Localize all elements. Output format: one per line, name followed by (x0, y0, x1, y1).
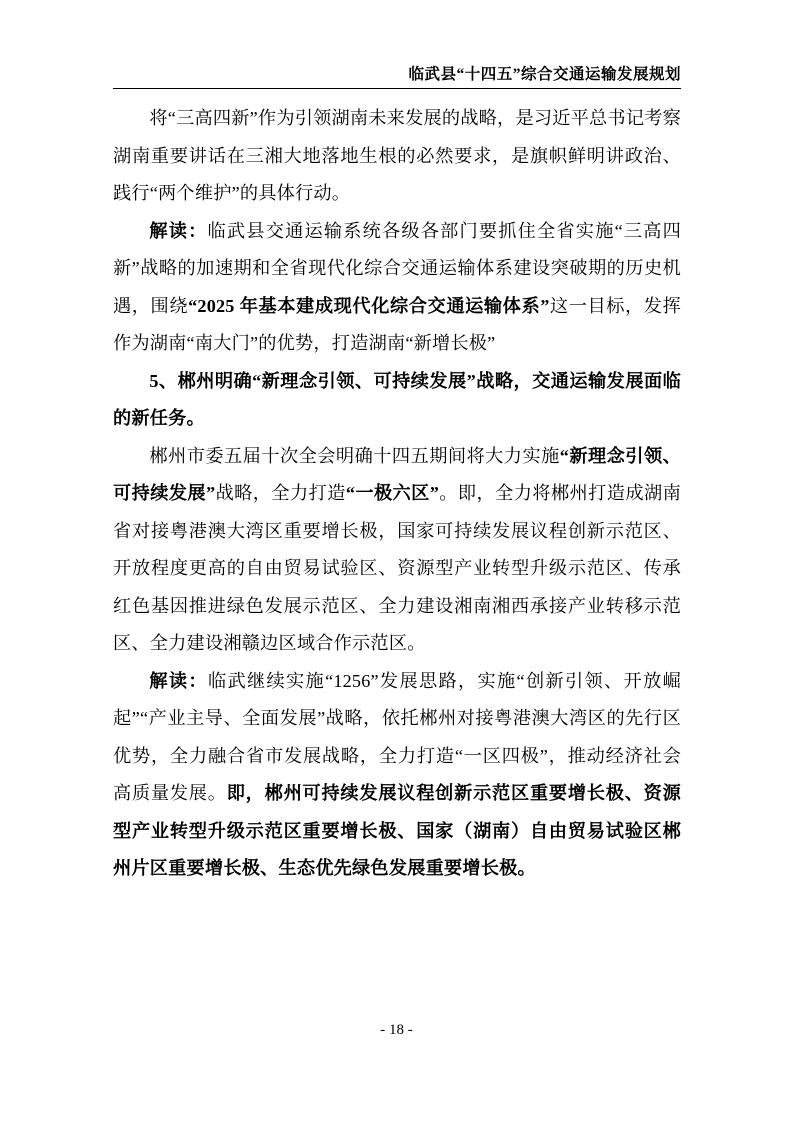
paragraph-2 (113, 213, 681, 363)
section-heading-5 (113, 363, 681, 438)
paragraph-2-text-a: 临武县交通运输系统各级各部门要抓住全省实施“三高四新”战略的加速期和全省现代化综合交通运输体系建设突破期的历史机遇，围绕 (113, 220, 681, 316)
page-header: 临武县“十四五”综合交通运输发展规划 (408, 66, 681, 83)
paragraph-5-text-a: 临武继续实施“1256”发展思路，实施“创新引领、开放崛起”“产业主导、全面发展”战略，依托郴州对接粤港澳大湾区的先行区优势，全力融合省市发展战略，全力打造“一区四极”，推动经济社会高质量发展。 (113, 670, 681, 803)
paragraph-2-emphasis: “2025 年基本建成现代化综合交通运输体系” (188, 295, 550, 316)
paragraph-4-emphasis-b: “一极六区” (345, 483, 440, 503)
paragraph-4-text-a: 郴州市委五届十次全会明确十四五期间将大力实施 (149, 445, 560, 466)
paragraph-4-text-c: 。即，全力将郴州打造成湖南省对接粤港澳大湾区重要增长极，国家可持续发展议程创新示范区、开放程度更高的自由贸易试验区、资源型产业转型升级示范区、传承红色基因推进绿色发展示范区、全力建设湘南湘西承接产业转移示范区、全力建设湘赣边区域合作示范区。 (113, 483, 681, 653)
header-divider (113, 88, 681, 89)
interpretation-label-2: 解读： (149, 670, 208, 691)
paragraph-5-emphasis: 即，郴州可持续发展议程创新示范区重要增长极、资源型产业转型升级示范区重要增长极、国家（湖南）自由贸易试验区郴州片区重要增长极、生态优先绿色发展重要增长极。 (113, 783, 681, 878)
paragraph-1-text: 将“三高四新”作为引领湖南未来发展的战略，是习近平总书记考察湖南重要讲话在三湘大地落地生根的必然要求，是旗帜鲜明讲政治、践行“两个维护”的具体行动。 (113, 108, 681, 203)
paragraph-1 (113, 100, 681, 213)
paragraph-2-text-b: 这一目标，发挥作为湖南“南大门”的优势，打造湖南“新增长极” (113, 295, 681, 353)
paragraph-4-text-b: 战略，全力打造 (215, 483, 346, 503)
paragraph-4 (113, 438, 681, 663)
page-footer: - 18 - (380, 1022, 413, 1038)
page-content (113, 100, 681, 888)
interpretation-label-1: 解读： (149, 220, 208, 241)
section-heading-5-text: 5、郴州明确“新理念引领、可持续发展”战略，交通运输发展面临的新任务。 (113, 370, 681, 428)
paragraph-4-emphasis-a: “新理念引领、可持续发展” (113, 445, 681, 503)
paragraph-5 (113, 663, 681, 888)
